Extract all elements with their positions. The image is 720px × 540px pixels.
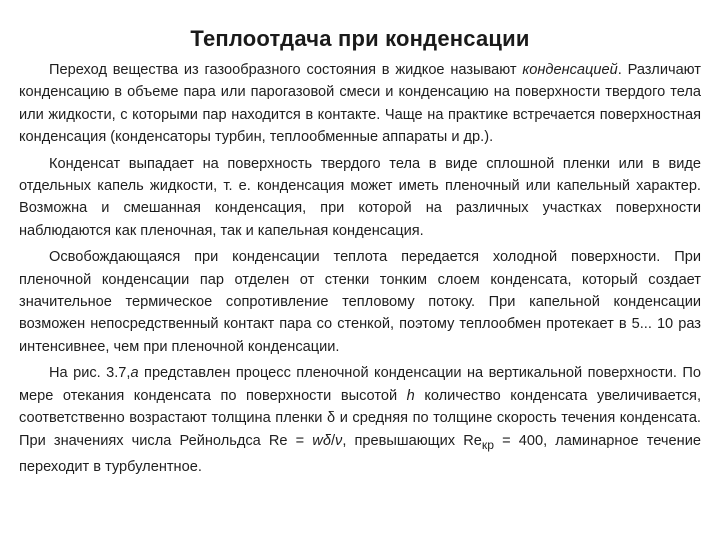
- figure-letter: а: [130, 365, 139, 382]
- fraction-slash: /: [330, 432, 336, 449]
- delta-symbol-2: δ: [322, 432, 331, 449]
- velocity-symbol: w: [312, 432, 323, 449]
- paragraph-1-before: Переход вещества из газообразного состояния в жидкое называют: [49, 62, 523, 78]
- height-symbol: h: [406, 387, 415, 404]
- paragraph-4-part-5: , превышающих Re: [342, 432, 482, 449]
- paragraph-4: [19, 362, 701, 478]
- delta-symbol: δ: [327, 410, 336, 427]
- paragraph-4-part-4: и средняя по толщине скорость течения конденсата. При значениях числа Рейнольдса Re =: [19, 410, 701, 449]
- paragraph-4-part-3: количество конденсата увеличивается, соответственно возрастают толщина пленки: [19, 387, 702, 427]
- paragraph-4-part-6: = 400, ламинарное течение переходит в турбулентное.: [19, 432, 701, 475]
- viscosity-symbol: ν: [335, 432, 343, 449]
- critical-subscript: кр: [481, 437, 494, 452]
- slide-body: [19, 59, 701, 482]
- slide-title: Теплоотдача при конденсации: [190, 26, 530, 51]
- paragraph-4-part-1: На рис. 3.7,: [49, 365, 131, 382]
- paragraph-3: Освобождающаяся при конденсации теплота передается холодной поверхности. При пленочной конденсации пар отделен от стенки тонким слоем конденсата, который создает значительное термическое сопротивление тепловому потоку. При капельной конденсации возможен непосредственный контакт пара со стенкой, поэтому теплообмен протекает в 5... 10 раз интенсивнее, чем при пленочной конденсации.: [19, 249, 701, 355]
- term-condensation: конденсацией: [522, 62, 618, 78]
- paragraph-2: Конденсат выпадает на поверхность твердого тела в виде сплошной пленки или в виде отдельных капель жидкости, т. е. конденсация может иметь пленочный или капельный характер. Возможна и смешанная конденсация, при которой на различных участках поверхности наблюдаются как пленочная, так и капельная конденсация.: [19, 155, 701, 239]
- paragraph-1: [19, 59, 701, 149]
- paragraph-1-after: . Различают конденсацию в объеме пара или парогазовой смеси и конденсацию на поверхности твердого тела или жидкости, с которыми пар находится в контакте. Чаще на практике встречается поверхностная конденсация (конденсаторы турбин, теплообменные аппараты и др.).: [19, 62, 701, 146]
- paragraph-4-part-2: представлен процесс пленочной конденсации на вертикальной поверхности. По мере отекания конденсата по поверхности высотой: [19, 365, 701, 404]
